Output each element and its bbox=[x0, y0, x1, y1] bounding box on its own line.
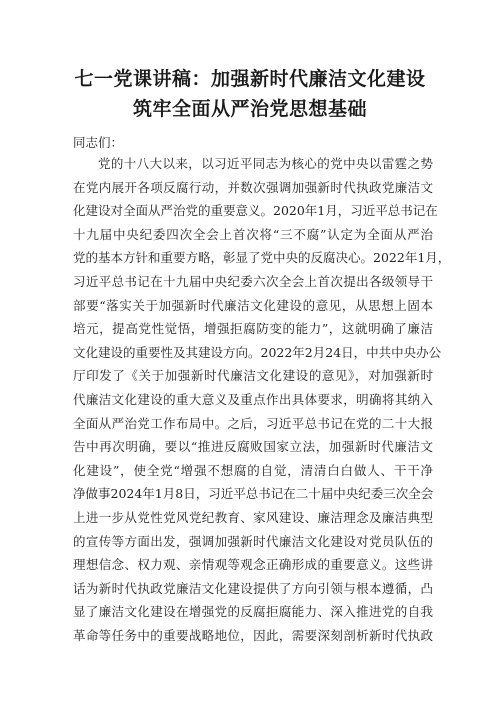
body-line: 习近平总书记在十九届中央纪委六次全会上首次提出各级领导干 bbox=[73, 273, 433, 289]
body-line: 党的十八大以来，以习近平同志为核心的党中央以雷霆之势 bbox=[98, 156, 433, 171]
body-line: 在党内展开各项反腐行动，并数次强调加强新时代执政党廉洁文 bbox=[73, 179, 433, 195]
body-line: 培元，提高党性觉悟，增强拒腐防变的能力”，这就明确了廉洁 bbox=[73, 321, 433, 337]
body-paragraph bbox=[73, 152, 451, 647]
body-line: 厅印发了《关于加强新时代廉洁文化建设的意见》，对加强新时 bbox=[73, 368, 433, 384]
body-line: 全面从严治党工作布局中。之后，习近平总书记在党的二十大报 bbox=[73, 415, 433, 431]
body-line: 理想信念、权力观、亲情观等观念正确形成的重要意义。这些讲 bbox=[73, 557, 433, 573]
body-line: 话为新时代执政党廉洁文化建设提供了方向引领与根本遵循，凸 bbox=[73, 580, 433, 596]
body-line: 净做事2024年1月8日，习近平总书记在二十届中央纪委三次全会 bbox=[73, 486, 434, 502]
document-title-line-1: 七一党课讲稿：加强新时代廉洁文化建设 bbox=[74, 68, 426, 90]
body-line: 化建设”，使全党“增强不想腐的自觉，清清白白做人、干干净 bbox=[73, 462, 433, 478]
body-line: 上进一步从党性党风党纪教育、家风建设、廉洁理念及廉洁典型 bbox=[73, 509, 433, 525]
body-line: 化建设对全面从严治党的重要意义。2020年1月，习近平总书记在 bbox=[73, 203, 438, 219]
body-line: 部要“落实关于加强新时代廉洁文化建设的意见，从思想上固本 bbox=[73, 297, 433, 313]
body-line: 代廉洁文化建设的重大意义及重点作出具体要求，明确将其纳入 bbox=[73, 391, 433, 407]
body-line: 告中再次明确，要以“推进反腐败国家立法，加强新时代廉洁文 bbox=[73, 439, 433, 455]
body-line: 的宣传等方面出发，强调加强新时代廉洁文化建设对党员队伍的 bbox=[73, 533, 433, 549]
document-title-line-2: 筑牢全面从严治党思想基础 bbox=[132, 98, 367, 120]
body-line: 显了廉洁文化建设在增强党的反腐拒腐能力、深入推进党的自我 bbox=[73, 604, 433, 620]
body-line: 党的基本方针和重要方略，彰显了党中央的反腐决心。2022年1月， bbox=[73, 250, 451, 266]
body-line: 革命等任务中的重要战略地位，因此，需要深刻剖析新时代执政 bbox=[73, 627, 433, 643]
body-line: 文化建设的重要性及其建设方向。2022年2月24日，中共中央办公 bbox=[73, 344, 442, 360]
greeting: 同志们： bbox=[73, 135, 124, 150]
body-line: 十九届中央纪委四次全会上首次将“三不腐”认定为全面从严治 bbox=[73, 226, 433, 242]
